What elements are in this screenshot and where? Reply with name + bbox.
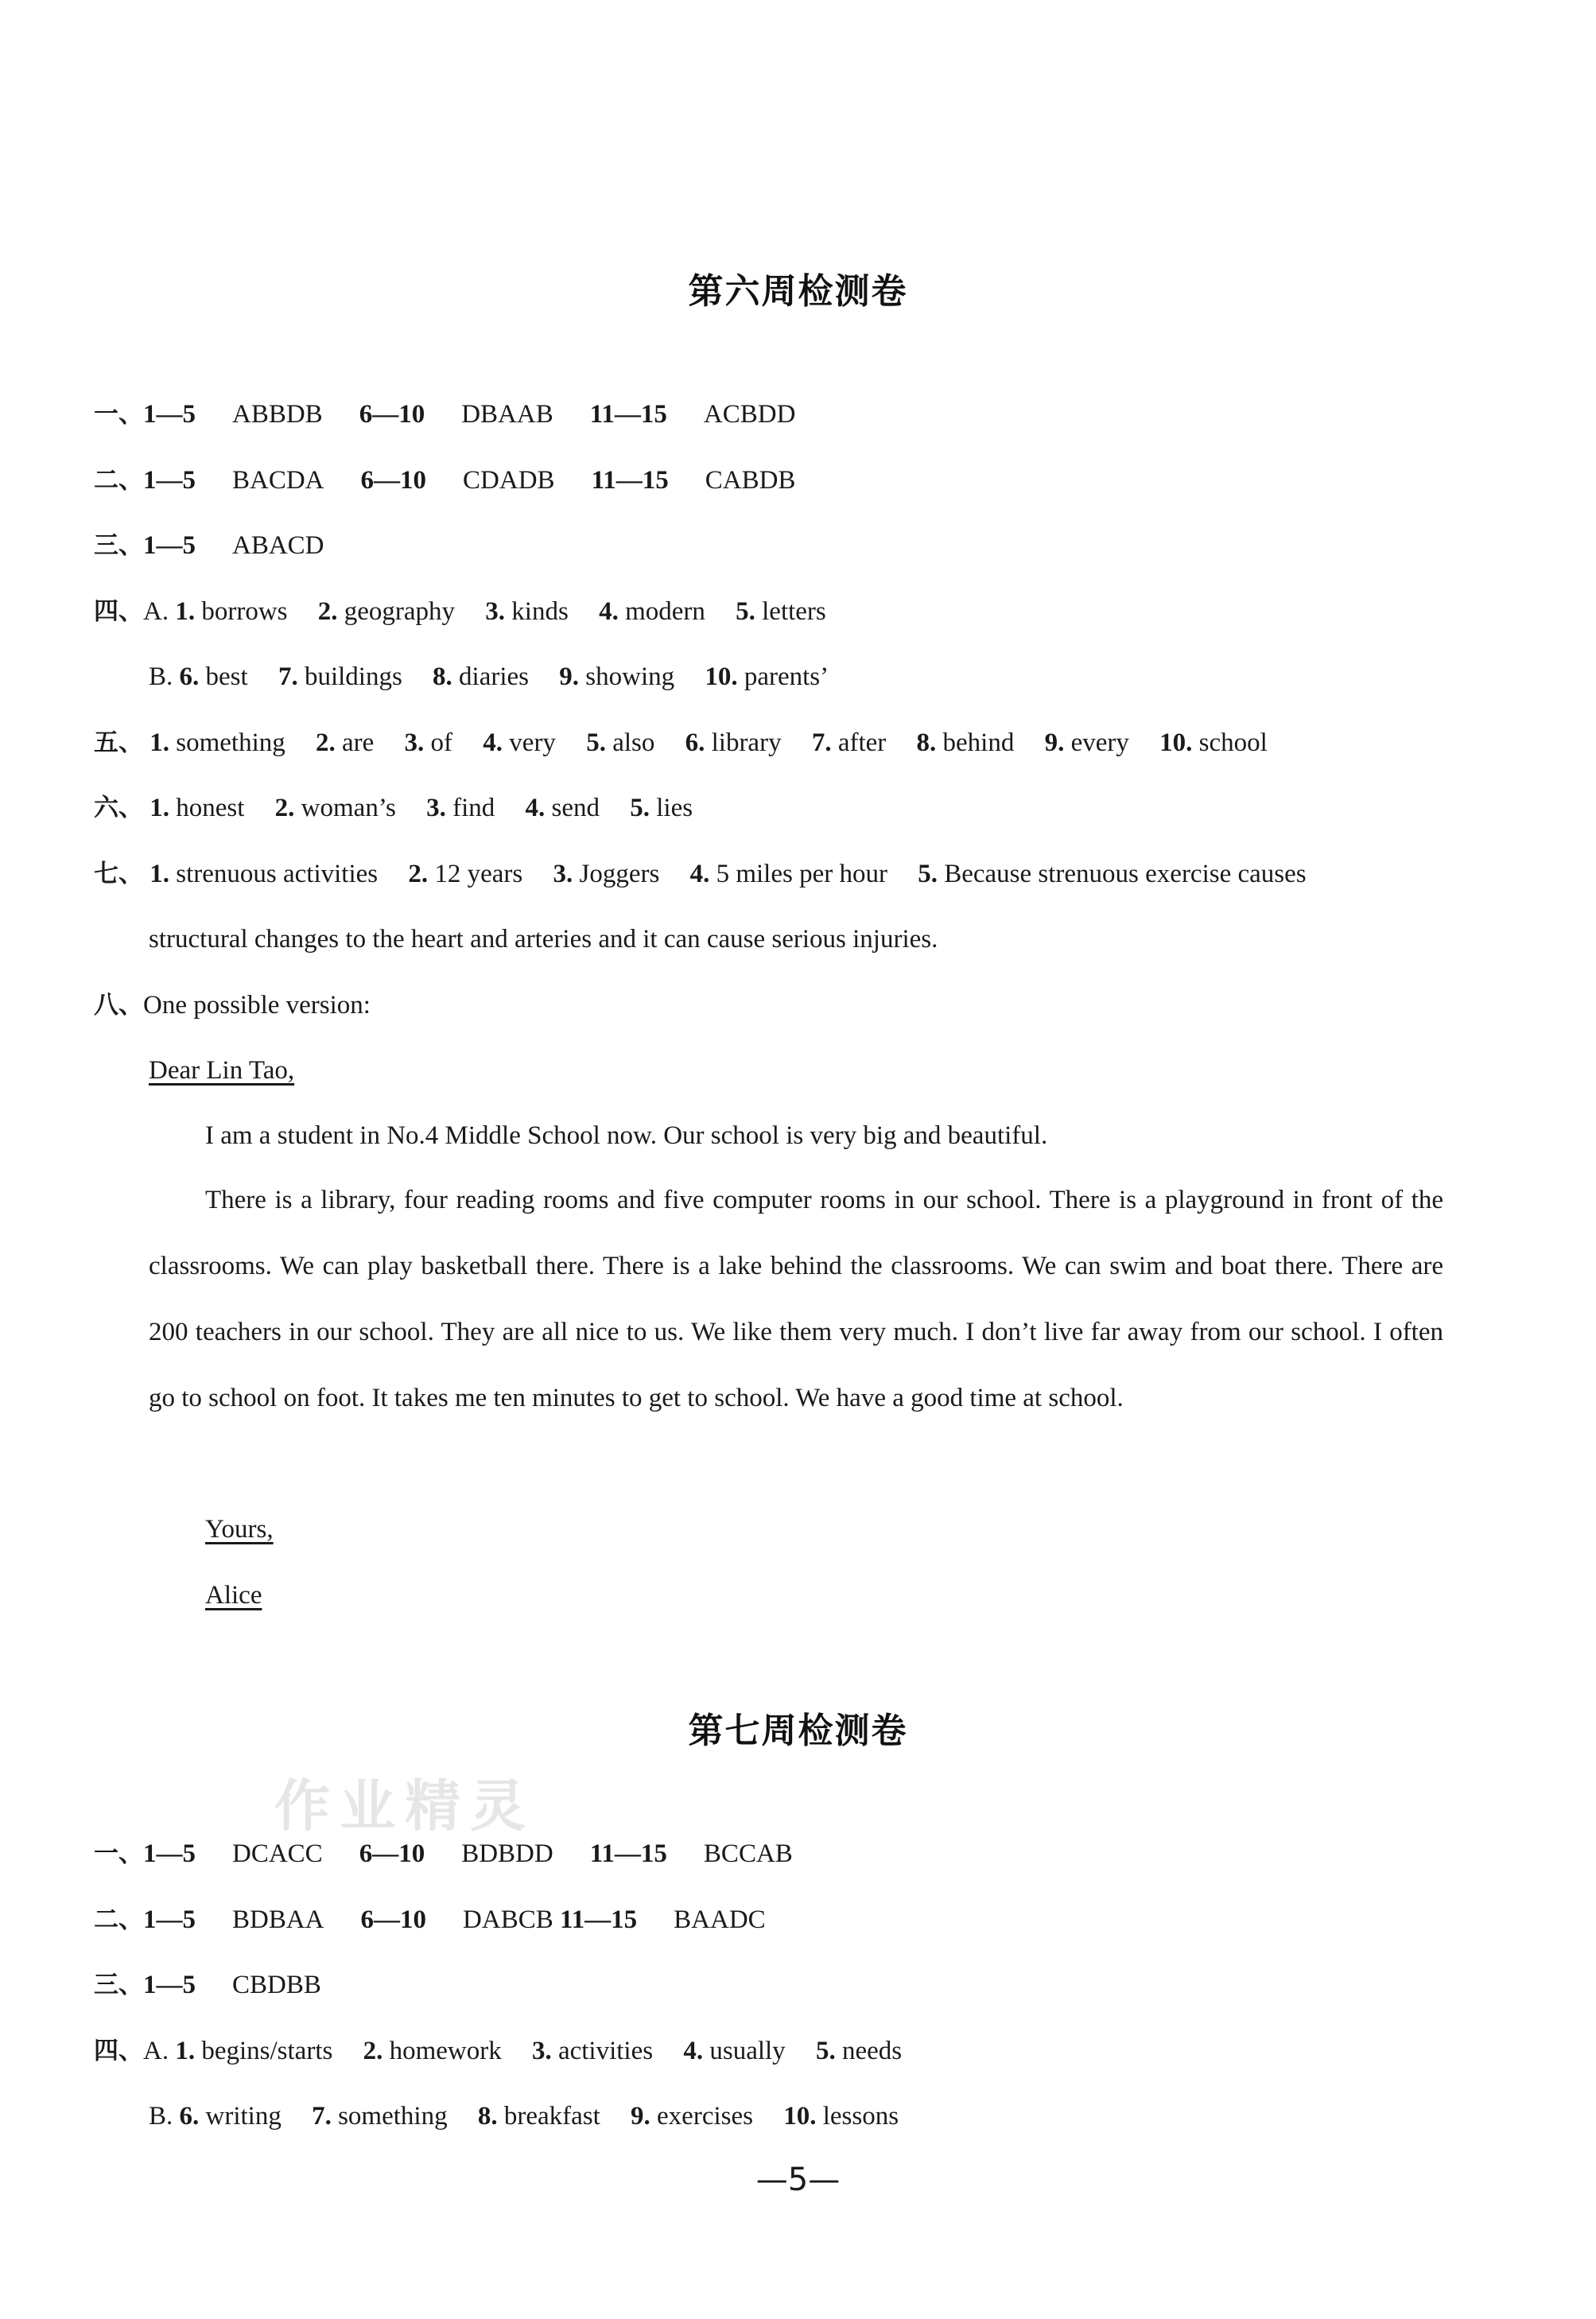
week6-q4-a: 四、A. 1. borrows 2. geography 3. kinds 4. modern 5. letters <box>94 597 826 626</box>
week6-title: 第六周检测卷 <box>688 271 908 312</box>
page-number: —5— <box>755 2162 841 2198</box>
week6-q4-b: B. 6. best 7. buildings 8. diaries 9. showing 10. parents’ <box>149 662 829 691</box>
week7-q4-a: 四、A. 1. begins/starts 2. homework 3. activities 4. usually 5. needs <box>94 2037 903 2065</box>
week6-q1: 一、1—5 ABBDB 6—10 DBAAB 11—15 ACBDD <box>94 400 796 429</box>
letter-paragraph-2: There is a library, four reading rooms and five computer rooms in our school. There is a playground in front of the classrooms. We can play basketball there. There is a lake behind the classrooms. We can swim and boat there. There are 200 teachers in our school. They are all nice to us. We like them very much. I don’t live far away from our school. I often go to school on foot. It takes me ten minutes to get to school. We have a good time at school. <box>149 1186 1443 1412</box>
letter-closing: Yours, <box>205 1515 274 1544</box>
week7-title: 第七周检测卷 <box>688 1711 908 1751</box>
week7-q1: 一、1—5 DCACC 6—10 BDBDD 11—15 BCCAB <box>94 1839 793 1868</box>
week7-q3: 三、1—5 CBDBB <box>94 1971 321 1999</box>
week6-q5: 五、 1. something 2. are 3. of 4. very 5. also 6. library 7. after 8. behind 9. every 10. school <box>94 728 1268 757</box>
letter-paragraph-1: I am a student in No.4 Middle School now. Our school is very big and beautiful. <box>205 1121 1048 1150</box>
week7-q4-b: B. 6. writing 7. something 8. breakfast 9. exercises 10. lessons <box>149 2102 899 2131</box>
week6-q7: 七、 1. strenuous activities 2. 12 years 3. Joggers 4. 5 miles per hour 5. Because strenuous exercise causes <box>94 860 1307 888</box>
week6-q8-intro: 八、One possible version: <box>94 991 371 1020</box>
week6-q3: 三、1—5 ABACD <box>94 531 324 560</box>
letter-greeting: Dear Lin Tao, <box>149 1056 295 1085</box>
week7-q2: 二、1—5 BDBAA 6—10 DABCB 11—15 BAADC <box>94 1905 766 1934</box>
week6-q7-continuation: structural changes to the heart and arteries and it can cause serious injuries. <box>149 925 938 954</box>
watermark: 作业精灵 <box>274 1773 535 1839</box>
week6-q2: 二、1—5 BACDA 6—10 CDADB 11—15 CABDB <box>94 466 796 495</box>
week6-q6: 六、 1. honest 2. woman’s 3. find 4. send 5. lies <box>94 794 693 822</box>
letter-signature: Alice <box>205 1581 262 1610</box>
